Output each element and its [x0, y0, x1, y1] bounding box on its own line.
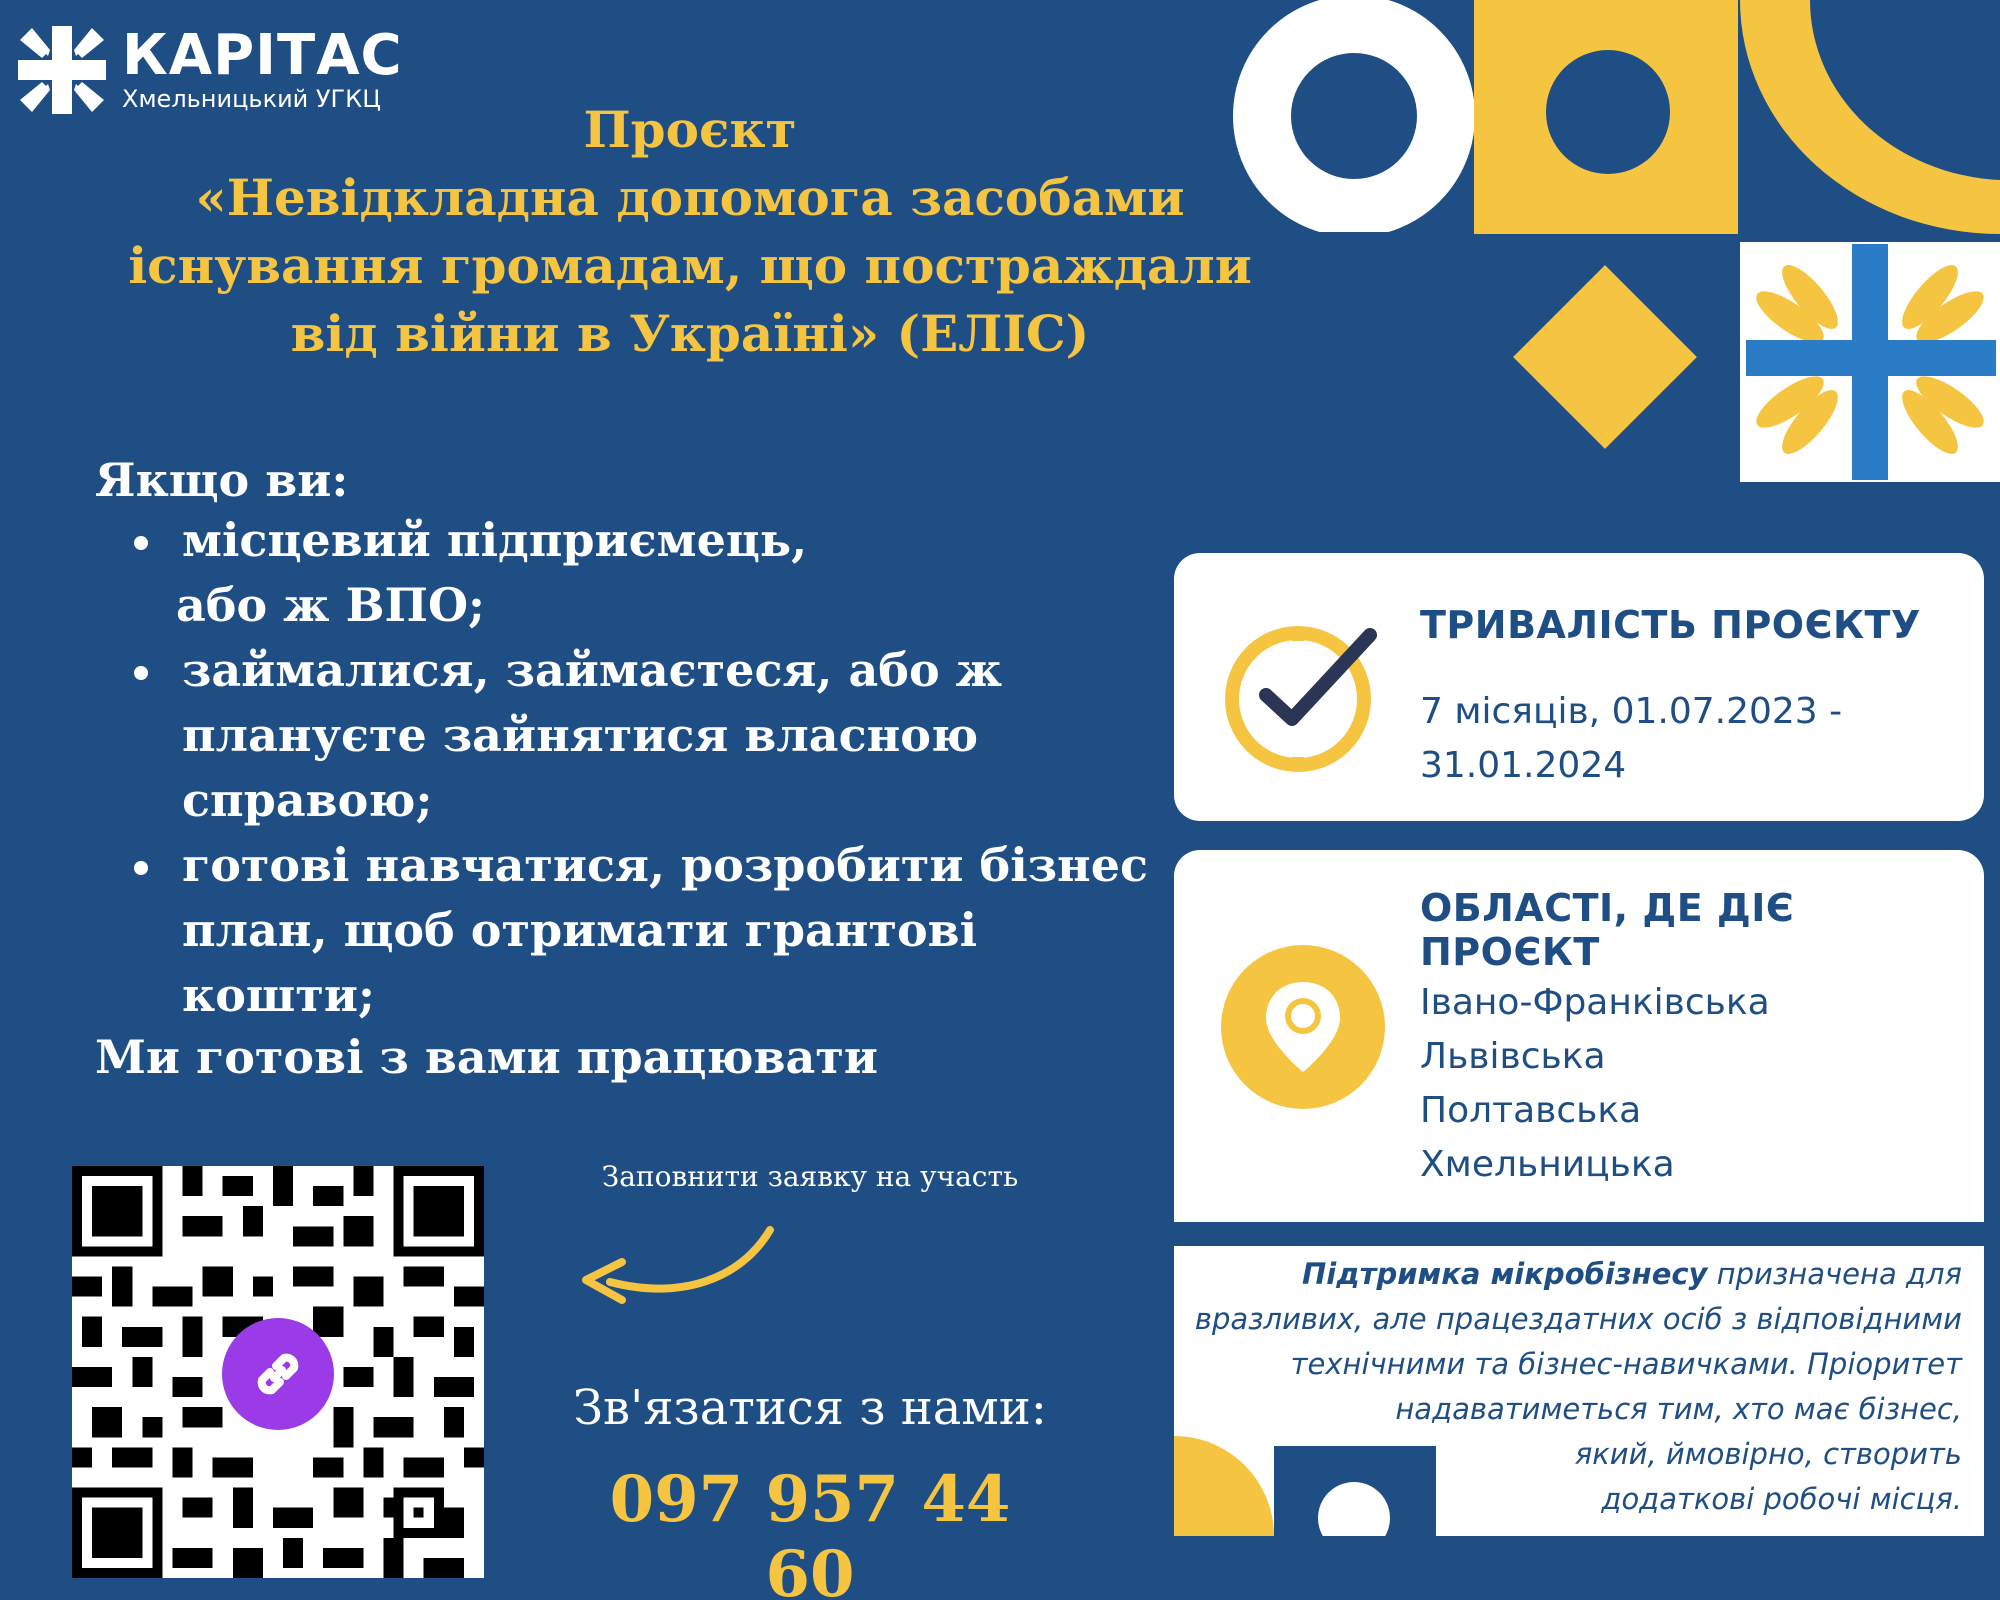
eligibility-intro: Якщо ви: [95, 453, 349, 507]
duration-line-2: 31.01.2024 [1420, 745, 1627, 786]
project-title [0, 96, 1380, 368]
region-item: Івано-Франківська [1420, 982, 1770, 1023]
region-item: Львівська [1420, 1036, 1606, 1077]
regions-list [1420, 976, 1770, 1192]
location-pin-icon [1218, 942, 1388, 1112]
duration-heading: ТРИВАЛІСТЬ ПРОЄКТУ [1420, 603, 1921, 647]
title-line-2: «Невідкладна допомога засобами [195, 168, 1185, 227]
list-item-text: справою; [182, 773, 433, 827]
duration-line-1: 7 місяців, 01.07.2023 - [1420, 691, 1843, 732]
regions-card [1174, 850, 1984, 1222]
yellow-square-decoration [1474, 0, 1738, 234]
support-bold: Підтримка мікробізнесу [1302, 1257, 1708, 1291]
closing-statement: Ми готові з вами працювати [95, 1030, 878, 1084]
caritas-emblem [1740, 242, 2000, 482]
apply-link[interactable]: Заповнити заявку на участь [601, 1160, 1019, 1193]
link-icon[interactable] [222, 1318, 334, 1430]
clock-check-icon [1218, 613, 1388, 773]
list-item-text: плануєте зайнятися власною [182, 708, 979, 762]
list-item-text: місцевий підприємець, [182, 513, 808, 567]
ring-decoration [1232, 0, 1476, 232]
contact-label: Зв'язатися з нами: [573, 1380, 1047, 1436]
title-line-4: від війни в Україні» (ЕЛІС) [290, 304, 1090, 363]
phone-number[interactable]: 097 957 44 60 [609, 1462, 1011, 1600]
list-item-text: або ж ВПО; [176, 578, 486, 632]
support-line-6: додаткові робочі місця. [1601, 1482, 1962, 1516]
title-line-1: Проєкт [583, 100, 797, 159]
list-item [130, 508, 1160, 638]
eligibility-list [130, 508, 1160, 1028]
chain-link-icon [246, 1342, 310, 1406]
list-item-text: готові навчатися, розробити бізнес [182, 838, 1148, 892]
yellow-square-hole [1546, 50, 1670, 174]
logo-name: КАРІТАС [122, 23, 403, 88]
diamond-decoration [1513, 265, 1697, 449]
support-line-3: технічними та бізнес-навичками. Пріоритет [1290, 1347, 1962, 1381]
arrow-left-icon [540, 1220, 780, 1320]
list-item-text: план, щоб отримати грантові кошти; [182, 903, 978, 1022]
support-line-5: який, ймовірно, створить [1574, 1437, 1962, 1471]
region-item: Хмельницька [1420, 1144, 1675, 1185]
support-text [1182, 1252, 1962, 1522]
logo-subtitle: Хмельницький УГКЦ [122, 85, 381, 113]
region-item: Полтавська [1420, 1090, 1642, 1131]
support-line-2: вразливих, але працездатних осіб з відповідними [1194, 1302, 1962, 1336]
caritas-emblem-icon [1740, 242, 2000, 482]
support-note [1174, 1246, 1984, 1536]
list-item [130, 638, 1160, 833]
list-item-text: займалися, займаєтеся, або ж [182, 643, 1003, 697]
yellow-arc-decoration [1740, 0, 2000, 234]
support-line-4: надаватиметься тим, хто має бізнес, [1395, 1392, 1962, 1426]
list-item [130, 833, 1160, 1028]
duration-text [1420, 685, 1842, 793]
duration-card [1174, 553, 1984, 821]
support-line-1: призначена для [1707, 1257, 1962, 1291]
title-line-3: існування громадам, що постраждали [128, 236, 1252, 295]
regions-heading: ОБЛАСТІ, ДЕ ДІЄ ПРОЄКТ [1420, 886, 1795, 974]
